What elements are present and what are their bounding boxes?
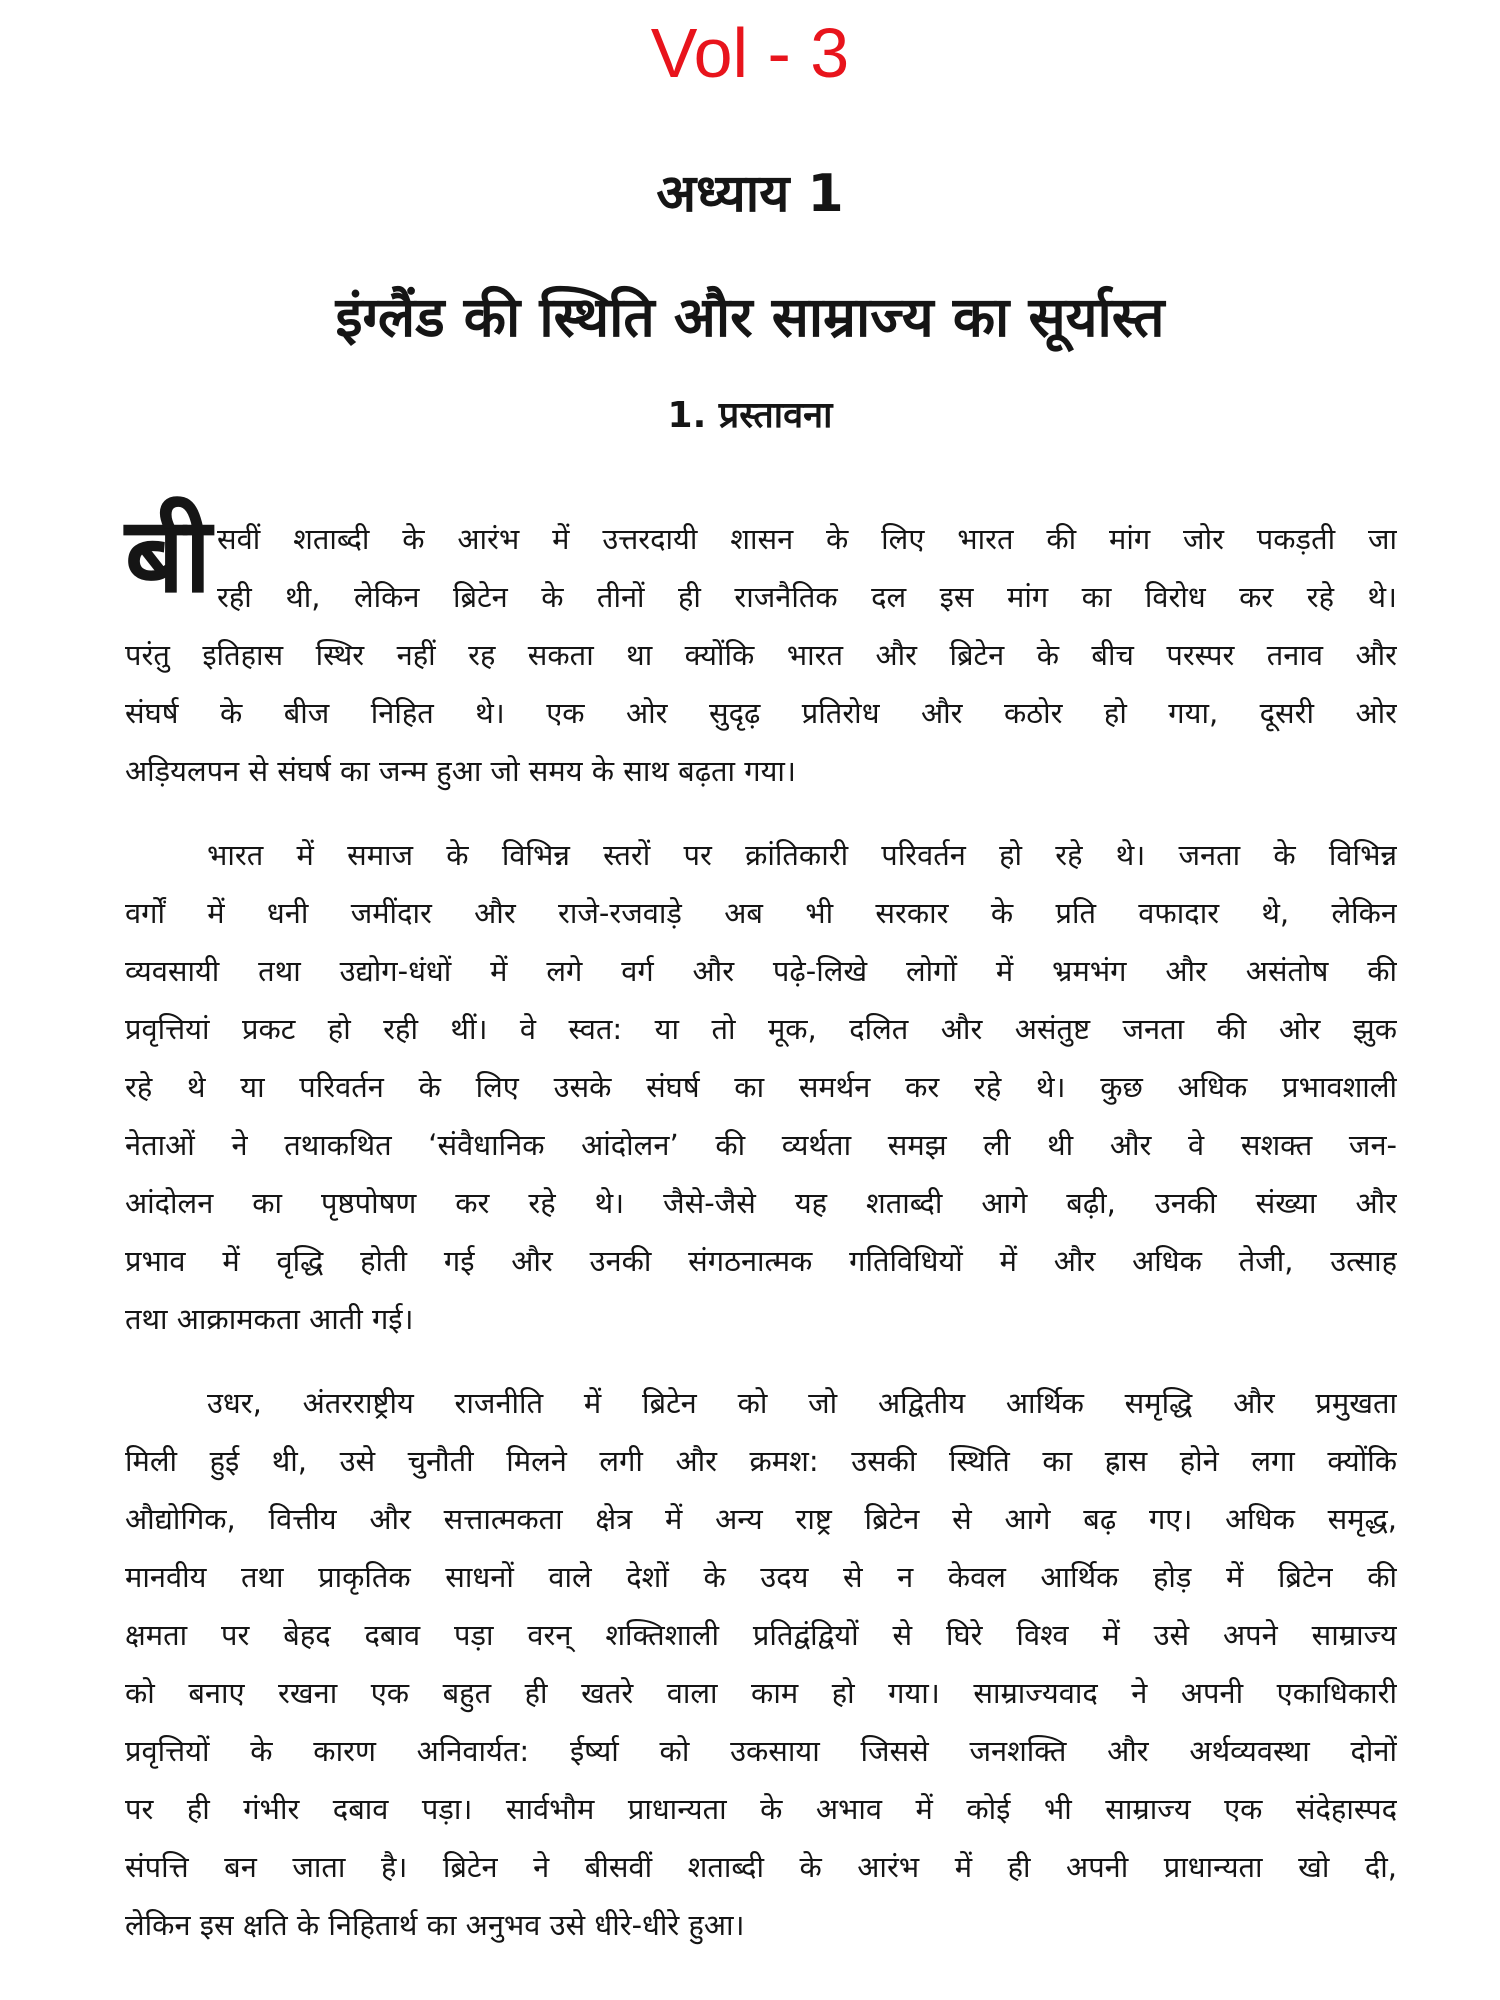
paragraph-2	[125, 826, 1397, 1348]
volume-label: Vol - 3	[650, 14, 850, 92]
text-line: नेताओं ने तथाकथित ‘संवैधानिक आंदोलन’ की व्यर्थता समझ ली थी और वे सशक्त जन-	[125, 1128, 1397, 1162]
text-line: संघर्ष के बीज निहित थे। एक ओर सुदृढ़ प्रतिरोध और कठोर हो गया, दूसरी ओर	[125, 696, 1397, 730]
section-title: 1. प्रस्तावना	[667, 395, 833, 436]
text-line: मिली हुई थी, उसे चुनौती मिलने लगी और क्रमश: उसकी स्थिति का ह्रास होने लगा क्योंकि	[125, 1444, 1397, 1478]
text-line: परंतु इतिहास स्थिर नहीं रह सकता था क्योंकि भारत और ब्रिटेन के बीच परस्पर तनाव और	[125, 638, 1397, 672]
text-line: प्रवृत्तियां प्रकट हो रही थीं। वे स्वत: या तो मूक, दलित और असंतुष्ट जनता की ओर झुक	[125, 1012, 1397, 1046]
paragraph-1	[125, 494, 1397, 800]
chapter-number: अध्याय 1	[656, 164, 844, 224]
text-line: औद्योगिक, वित्तीय और सत्तात्मकता क्षेत्र में अन्य राष्ट्र ब्रिटेन से आगे बढ़ गए। अधिक समृद्ध,	[125, 1502, 1397, 1536]
text-line: सवीं शताब्दी के आरंभ में उत्तरदायी शासन के लिए भारत की मांग जोर पकड़ती जा	[217, 522, 1397, 556]
text-line: क्षमता पर बेहद दबाव पड़ा वरन् शक्तिशाली प्रतिद्वंद्वियों से घिरे विश्व में उसे अपने साम्राज्य	[125, 1618, 1397, 1652]
text-line: व्यवसायी तथा उद्योग-धंधों में लगे वर्ग और पढ़े-लिखे लोगों में भ्रमभंग और असंतोष की	[125, 954, 1397, 988]
text-line: पर ही गंभीर दबाव पड़ा। सार्वभौम प्राधान्यता के अभाव में कोई भी साम्राज्य एक संदेहास्पद	[125, 1792, 1397, 1826]
text-line: मानवीय तथा प्राकृतिक साधनों वाले देशों के उदय से न केवल आर्थिक होड़ में ब्रिटेन की	[125, 1560, 1397, 1594]
text-line: वर्गों में धनी जमींदार और राजे-रजवाड़े अब भी सरकार के प्रति वफादार थे, लेकिन	[125, 896, 1397, 930]
drop-cap: बी	[125, 494, 212, 616]
text-line: रही थी, लेकिन ब्रिटेन के तीनों ही राजनैतिक दल इस मांग का विरोध कर रहे थे।	[217, 580, 1397, 614]
text-line: आंदोलन का पृष्ठपोषण कर रहे थे। जैसे-जैसे यह शताब्दी आगे बढ़ी, उनकी संख्या और	[125, 1186, 1397, 1220]
text-line: को बनाए रखना एक बहुत ही खतरे वाला काम हो गया। साम्राज्यवाद ने अपनी एकाधिकारी	[125, 1676, 1397, 1710]
body-text	[125, 494, 1397, 1954]
text-line: रहे थे या परिवर्तन के लिए उसके संघर्ष का समर्थन कर रहे थे। कुछ अधिक प्रभावशाली	[125, 1070, 1397, 1104]
text-line: अड़ियलपन से संघर्ष का जन्म हुआ जो समय के साथ बढ़ता गया।	[125, 754, 796, 788]
text-line: प्रभाव में वृद्धि होती गई और उनकी संगठनात्मक गतिविधियों में और अधिक तेजी, उत्साह	[125, 1244, 1397, 1278]
text-line: उधर, अंतरराष्ट्रीय राजनीति में ब्रिटेन को जो अद्वितीय आर्थिक समृद्धि और प्रमुखता	[207, 1386, 1397, 1420]
text-line: भारत में समाज के विभिन्न स्तरों पर क्रांतिकारी परिवर्तन हो रहे थे। जनता के विभिन्न	[207, 838, 1397, 872]
chapter-title: इंग्लैंड की स्थिति और साम्राज्य का सूर्यास्त	[335, 285, 1165, 349]
paragraph-3	[125, 1374, 1397, 1954]
text-line: तथा आक्रामकता आती गई।	[125, 1302, 414, 1336]
text-line: संपत्ति बन जाता है। ब्रिटेन ने बीसवीं शताब्दी के आरंभ में ही अपनी प्राधान्यता खो दी,	[125, 1850, 1397, 1884]
text-line: लेकिन इस क्षति के निहितार्थ का अनुभव उसे धीरे-धीरे हुआ।	[125, 1908, 745, 1942]
text-line: प्रवृत्तियों के कारण अनिवार्यत: ईर्ष्या को उकसाया जिससे जनशक्ति और अर्थव्यवस्था दोनों	[125, 1734, 1397, 1768]
